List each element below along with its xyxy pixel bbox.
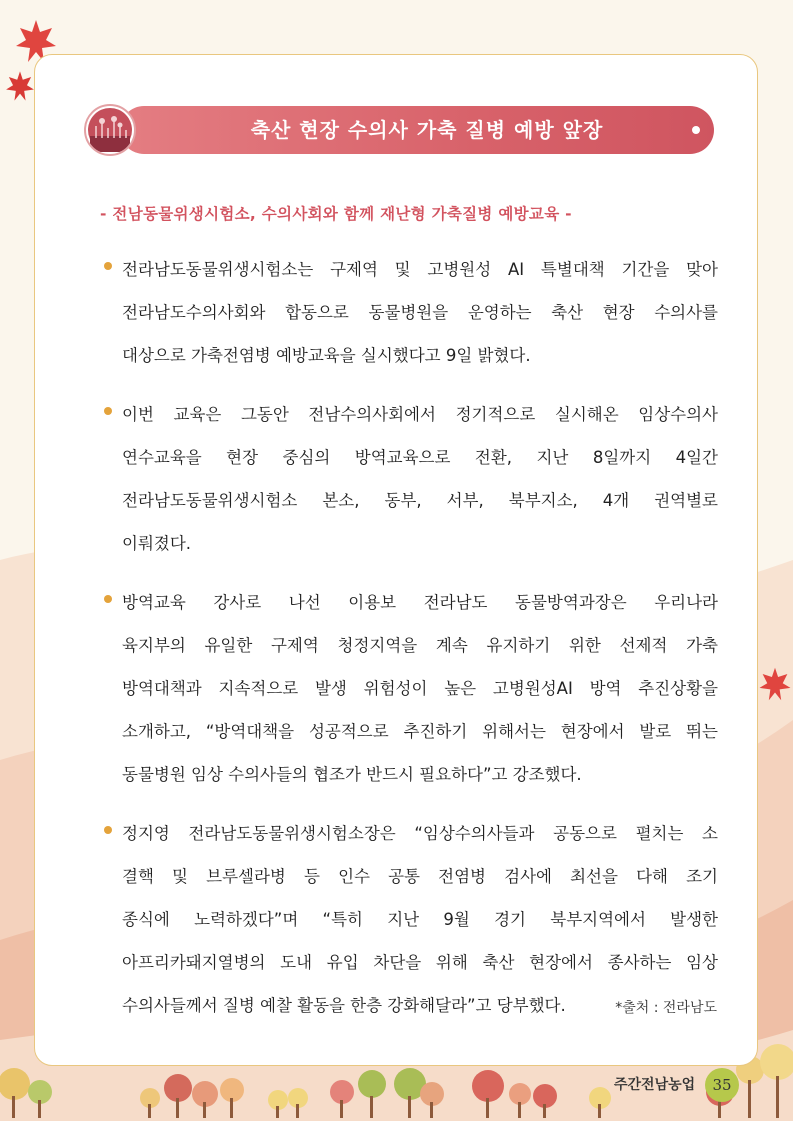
bullet-icon — [104, 262, 112, 270]
bullet-icon — [104, 407, 112, 415]
title-emblem-icon — [84, 104, 136, 156]
text-line: 종식에 노력하겠다”며 “특히 지난 9월 경기 북부지역에서 발생한 — [122, 910, 718, 929]
paragraph — [104, 581, 718, 796]
title-bar — [120, 106, 714, 154]
text-line: 결핵 및 브루셀라병 등 인수 공통 전염병 검사에 최선을 다해 조기 — [122, 867, 718, 886]
text-line: 아프리카돼지열병의 도내 유입 차단을 위해 축산 현장에서 종사하는 임상 — [122, 953, 718, 972]
text-line: 전라남도동물위생시험소는 구제역 및 고병원성 AI 특별대책 기간을 맞아 — [122, 260, 718, 279]
paragraph — [104, 248, 718, 377]
text-line: 수의사들께서 질병 예찰 활동을 한층 강화해달라”고 당부했다. — [122, 996, 566, 1015]
page-title: 축산 현장 수의사 가축 질병 예방 앞장 — [250, 118, 604, 142]
text-line: 정지영 전라남도동물위생시험소장은 “임상수의사들과 공동으로 펼치는 소 — [122, 824, 718, 843]
text-line: 방역대책과 지속적으로 발생 위험성이 높은 고병원성AI 방역 추진상황을 — [122, 679, 718, 698]
text-line: 이번 교육은 그동안 전남수의사회에서 정기적으로 실시해온 임상수의사 — [122, 405, 718, 424]
text-line: 대상으로 가축전염병 예방교육을 실시했다고 9일 밝혔다. — [122, 346, 531, 365]
paragraph — [104, 812, 718, 1027]
text-line: 이뤄졌다. — [122, 534, 192, 553]
bullet-icon — [104, 595, 112, 603]
maple-leaf-icon — [4, 70, 36, 102]
source-credit: *출처 : 전라남도 — [615, 1000, 717, 1016]
text-line: 동물병원 임상 수의사들의 협조가 반드시 필요하다”고 강조했다. — [122, 765, 582, 784]
text-line: 소개하고, “방역대책을 성공적으로 추진하기 위해서는 현장에서 발로 뛰는 — [122, 722, 718, 741]
title-dot — [692, 126, 700, 134]
subtitle: - 전남동물위생시험소, 수의사회와 함께 재난형 가축질병 예방교육 - — [100, 205, 572, 223]
page-number: 35 — [705, 1068, 739, 1102]
bullet-icon — [104, 826, 112, 834]
text-line: 전라남도수의사회와 합동으로 동물병원을 운영하는 축산 현장 수의사를 — [122, 303, 718, 322]
text-line: 방역교육 강사로 나선 이용보 전라남도 동물방역과장은 우리나라 — [122, 593, 718, 612]
text-line: 연수교육을 현장 중심의 방역교육으로 전환, 지난 8일까지 4일간 — [122, 448, 718, 467]
paragraph — [104, 393, 718, 565]
text-line: 전라남도동물위생시험소 본소, 동부, 서부, 북부지소, 4개 권역별로 — [122, 491, 718, 510]
publication-name: 주간전남농업 — [614, 1077, 696, 1093]
text-line: 육지부의 유일한 구제역 청정지역을 계속 유지하기 위한 선제적 가축 — [122, 636, 718, 655]
maple-leaf-icon — [758, 666, 792, 702]
article-body — [104, 248, 718, 1043]
title-banner — [84, 104, 714, 156]
